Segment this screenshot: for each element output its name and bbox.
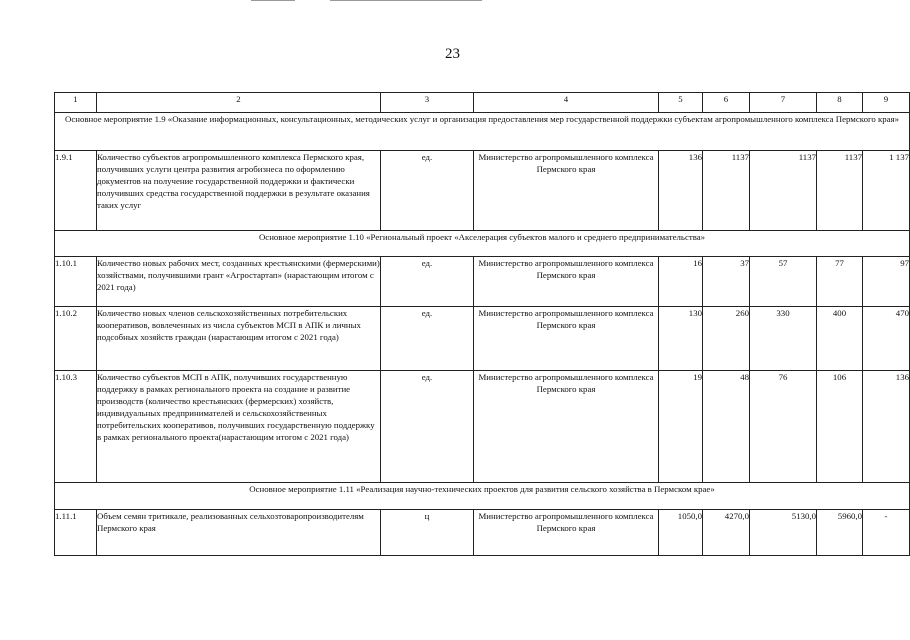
value-cell: 136 bbox=[659, 151, 703, 231]
row-number: 1.10.3 bbox=[55, 371, 97, 483]
indicator-name: Количество субъектов МСП в АПК, получивших государственную поддержку в рамках регионального проекта на создание и развитие производств (количество крестьянских (фермерских) хозяйств, индивидуальных предпринимателей и сельскохозяйственных потребительских кооперативов, получивших государственную поддержку в рамках регионального проекта(нарастающим итогом с 2021 года) bbox=[97, 371, 381, 483]
indicator-name: Количество новых рабочих мест, созданных крестьянскими (фермерскими) хозяйствами, получившими грант «Агростартап» (нарастающим итогом с 2021 года) bbox=[97, 257, 381, 307]
value-cell: 76 bbox=[750, 371, 817, 483]
value-cell: 1 137 bbox=[863, 151, 910, 231]
value-cell: 48 bbox=[703, 371, 750, 483]
value-cell: 470 bbox=[863, 307, 910, 371]
row-number: 1.10.1 bbox=[55, 257, 97, 307]
value-cell: 57 bbox=[750, 257, 817, 307]
column-header: 4 bbox=[474, 93, 659, 113]
table-row bbox=[55, 510, 910, 556]
value-cell: 330 bbox=[750, 307, 817, 371]
column-header: 2 bbox=[97, 93, 381, 113]
value-cell: 136 bbox=[863, 371, 910, 483]
executor: Министерство агропромышленного комплекса Пермского края bbox=[474, 510, 659, 556]
section-row bbox=[55, 483, 910, 510]
value-cell: 77 bbox=[817, 257, 863, 307]
column-header: 5 bbox=[659, 93, 703, 113]
row-number: 1.9.1 bbox=[55, 151, 97, 231]
unit-of-measure: ед. bbox=[381, 307, 474, 371]
table-row bbox=[55, 151, 910, 231]
unit-of-measure: ед. bbox=[381, 371, 474, 483]
value-cell: 1137 bbox=[817, 151, 863, 231]
page-number: 23 bbox=[445, 46, 460, 62]
value-cell: 106 bbox=[817, 371, 863, 483]
indicator-name: Объем семян тритикале, реализованных сельхозтоваропроизводителям Пермского края bbox=[97, 510, 381, 556]
unit-of-measure: ц bbox=[381, 510, 474, 556]
table-row bbox=[55, 257, 910, 307]
row-number: 1.11.1 bbox=[55, 510, 97, 556]
executor: Министерство агропромышленного комплекса Пермского края bbox=[474, 151, 659, 231]
executor: Министерство агропромышленного комплекса Пермского края bbox=[474, 257, 659, 307]
table-row bbox=[55, 371, 910, 483]
value-cell: 130 bbox=[659, 307, 703, 371]
indicators-table bbox=[54, 92, 910, 556]
value-cell: 4270,0 bbox=[703, 510, 750, 556]
column-header: 6 bbox=[703, 93, 750, 113]
value-cell: - bbox=[863, 510, 910, 556]
executor: Министерство агропромышленного комплекса Пермского края bbox=[474, 307, 659, 371]
section-title: Основное мероприятие 1.9 «Оказание информационных, консультационных, методических услуг и организация предоставления мер государственной поддержки субъектам агропромышленного комплекса Пермского края» bbox=[55, 113, 910, 151]
table-row bbox=[55, 307, 910, 371]
value-cell: 19 bbox=[659, 371, 703, 483]
unit-of-measure: ед. bbox=[381, 151, 474, 231]
executor: Министерство агропромышленного комплекса Пермского края bbox=[474, 371, 659, 483]
scan-mark-left bbox=[251, 0, 295, 1]
value-cell: 1137 bbox=[750, 151, 817, 231]
indicator-name: Количество субъектов агропромышленного комплекса Пермского края, получивших услуги центра развития агробизнеса по оформлению документов на получение государственной поддержки и фактически получивших средства государственной поддержки в результате оказания таких услуг bbox=[97, 151, 381, 231]
value-cell: 97 bbox=[863, 257, 910, 307]
column-header: 3 bbox=[381, 93, 474, 113]
value-cell: 37 bbox=[703, 257, 750, 307]
value-cell: 400 bbox=[817, 307, 863, 371]
value-cell: 1050,0 bbox=[659, 510, 703, 556]
unit-of-measure: ед. bbox=[381, 257, 474, 307]
value-cell: 5130,0 bbox=[750, 510, 817, 556]
section-title: Основное мероприятие 1.11 «Реализация научно-технических проектов для развития сельского хозяйства в Пермском крае» bbox=[55, 483, 910, 510]
column-header: 8 bbox=[817, 93, 863, 113]
scan-mark-right bbox=[330, 0, 482, 1]
section-row bbox=[55, 113, 910, 151]
value-cell: 1137 bbox=[703, 151, 750, 231]
column-header: 9 bbox=[863, 93, 910, 113]
row-number: 1.10.2 bbox=[55, 307, 97, 371]
column-header: 7 bbox=[750, 93, 817, 113]
table-header-row bbox=[55, 93, 910, 113]
section-row bbox=[55, 231, 910, 257]
column-header: 1 bbox=[55, 93, 97, 113]
section-title: Основное мероприятие 1.10 «Региональный проект «Акселерация субъектов малого и среднего предпринимательства» bbox=[55, 231, 910, 257]
value-cell: 16 bbox=[659, 257, 703, 307]
value-cell: 260 bbox=[703, 307, 750, 371]
indicator-name: Количество новых членов сельскохозяйственных потребительских кооперативов, вовлеченных из числа субъектов МСП в АПК и личных подсобных хозяйств граждан (нарастающим итогом с 2021 года) bbox=[97, 307, 381, 371]
value-cell: 5960,0 bbox=[817, 510, 863, 556]
